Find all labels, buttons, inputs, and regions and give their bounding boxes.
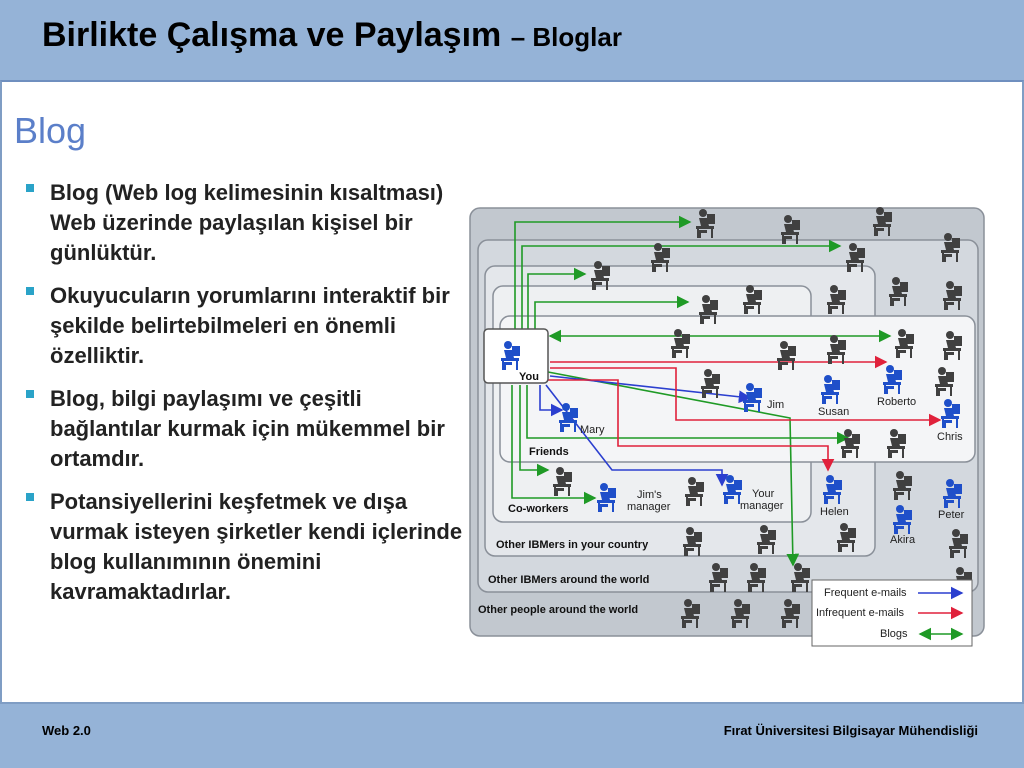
ring-label-coworkers: Co-workers xyxy=(508,503,569,515)
footer-left-text: Web 2.0 xyxy=(42,723,91,738)
section-heading: Blog xyxy=(14,110,87,151)
footer-right-text: Fırat Üniversitesi Bilgisayar Mühendisliği xyxy=(723,723,978,738)
label-helen: Helen xyxy=(820,506,849,518)
legend-blogs-label: Blogs xyxy=(880,628,908,640)
ring-label-country: Other IBMers in your country xyxy=(496,539,649,551)
label-jims-manager-line1: Jim's xyxy=(637,489,662,501)
label-roberto: Roberto xyxy=(877,396,917,408)
slide-title-sub: – Bloglar xyxy=(510,22,622,52)
label-jim: Jim xyxy=(767,399,785,411)
label-your-manager-line1: Your xyxy=(752,488,775,500)
label-peter: Peter xyxy=(938,509,965,521)
legend-infrequent-label: Infrequent e-mails xyxy=(816,607,905,619)
bullet-text: Blog, bilgi paylaşımı ve çeşitli bağlantılar kurmak için mükemmel bir ortamdır. xyxy=(50,386,445,471)
label-chris: Chris xyxy=(937,431,963,443)
label-your-manager-line2: manager xyxy=(740,500,784,512)
slide-title-main: Birlikte Çalışma ve Paylaşım xyxy=(42,16,502,54)
bullet-text: Potansiyellerini keşfetmek ve dışa vurmak isteyen şirketler kendi içlerinde blog kullanımının önemini kavramaktadırlar. xyxy=(50,489,463,604)
label-akira: Akira xyxy=(890,534,916,546)
bullet-text: Okuyucuların yorumlarını interaktif bir şekilde belirtebilmeleri en önemli özelliktir. xyxy=(50,283,450,368)
label-susan: Susan xyxy=(818,406,850,418)
legend-frequent-label: Frequent e-mails xyxy=(824,587,907,599)
label-jims-manager-line2: manager xyxy=(627,501,671,513)
ring-label-world-people: Other people around the world xyxy=(478,604,639,616)
ring-label-friends: Friends xyxy=(529,446,569,458)
bullet-text: Blog (Web log kelimesinin kısaltması) Web üzerinde paylaşılan kişisel bir günlüktür. xyxy=(50,180,444,265)
you-label: You xyxy=(519,371,539,383)
label-mary: Mary xyxy=(580,424,605,436)
ring-label-world-ibm: Other IBMers around the world xyxy=(488,574,650,586)
